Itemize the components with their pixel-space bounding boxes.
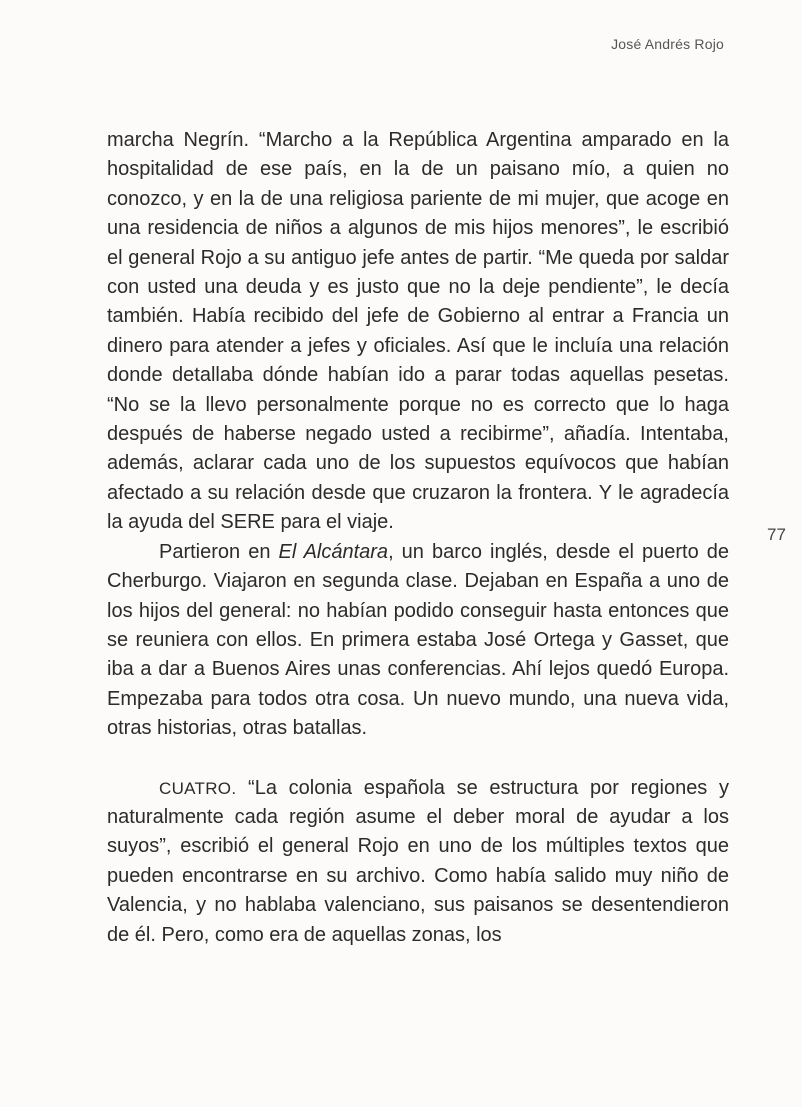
body-text — [107, 126, 729, 950]
paragraph-3-text: “La colonia española se estructura por regiones y naturalmente cada región asume el deber moral de ayudar a los suyos”, escribió el general Rojo en uno de los múltiples textos que pueden encontrarse en su archivo. Como había salido muy niño de Valencia, y no hablaba valenciano, sus paisanos se desentendieron de él. Pero, como era de aquellas zonas, los — [107, 776, 729, 946]
running-header: José Andrés Rojo — [611, 36, 724, 52]
paragraph-1: marcha Negrín. “Marcho a la República Argentina amparado en la hospitalidad de ese país, en la de un paisano mío, a quien no conozco, y en la de una religiosa pariente de mi mujer, que acoge en una residencia de niños a algunos de mis hijos menores”, le escribió el general Rojo a su antiguo jefe antes de partir. “Me queda por saldar con usted una deuda y es justo que no la deje pendiente”, le decía también. Había recibido del jefe de Gobierno al entrar a Francia un dinero para atender a jefes y oficiales. Así que le incluía una relación donde detallaba dónde habían ido a parar todas aquellas pesetas. “No se la llevo personalmente porque no es correcto que lo haga después de haberse negado usted a recibirme”, añadía. Intentaba, además, aclarar cada uno de los supuestos equívocos que habían afectado a su relación desde que cruzaron la frontera. Y le agradecía la ayuda del SERE para el viaje. — [107, 129, 729, 534]
section-break — [107, 744, 729, 774]
section-label: CUATRO. — [159, 778, 237, 798]
page-number: 77 — [767, 525, 786, 544]
paragraph-2-rest: , un barco inglés, desde el puerto de Cherburgo. Viajaron en segunda clase. Dejaban en España a uno de los hijos del general: no habían podido conseguir hasta entonces que se reuniera con ellos. En primera estaba José Ortega y Gasset, que iba a dar a Buenos Aires unas conferencias. Ahí lejos quedó Europa. Empezaba para todos otra cosa. Un nuevo mundo, una nueva vida, otras historias, otras batallas. — [107, 540, 729, 740]
paragraph-2 — [107, 538, 729, 744]
paragraph-3 — [107, 774, 729, 950]
ship-name: El Alcántara — [278, 540, 389, 563]
paragraph-2-lead: Partieron en — [159, 540, 279, 563]
